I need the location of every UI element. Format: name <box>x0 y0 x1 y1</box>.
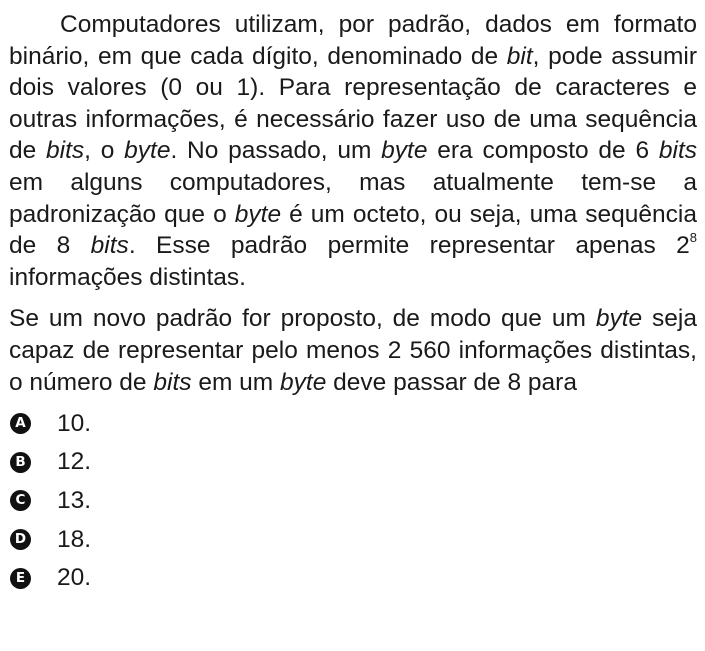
option-e[interactable] <box>9 559 697 598</box>
option-text: 20. <box>57 564 92 592</box>
option-letter-badge: C <box>10 490 31 511</box>
power-base: 2 <box>676 232 690 260</box>
answer-options <box>9 404 697 597</box>
italic-term: bit <box>506 42 533 70</box>
text-segment: , o <box>84 137 125 165</box>
option-letter-badge: D <box>10 529 31 550</box>
option-letter-badge: B <box>10 452 31 473</box>
option-letter-badge: A <box>10 413 31 434</box>
option-text: 12. <box>57 448 92 476</box>
text-segment: , pode assumir dois valores (0 ou 1). Para representação de caracteres e outras informações, é necessário fazer uso de uma sequência de <box>9 42 697 165</box>
context-paragraph <box>9 9 697 293</box>
text-segment: informações distintas. <box>9 263 246 291</box>
text-segment: . No passado, um <box>170 137 382 165</box>
text-segment: . Esse padrão permite representar apenas <box>128 232 677 260</box>
italic-term: bits <box>153 368 192 396</box>
italic-term: byte <box>381 137 428 165</box>
option-a[interactable] <box>9 404 697 443</box>
text-segment: Se um novo padrão for proposto, de modo que um <box>9 305 596 333</box>
option-text: 10. <box>57 409 92 437</box>
option-b[interactable] <box>9 443 697 482</box>
text-segment: seja capaz de representar pelo menos 2 560 informações distintas, o número de <box>9 305 697 396</box>
italic-term: byte <box>234 200 282 228</box>
text-segment: em alguns computadores, mas atualmente tem-se a padronização que o <box>9 168 697 228</box>
option-d[interactable] <box>9 520 697 559</box>
italic-term: byte <box>280 368 327 396</box>
text-segment: era composto de 6 <box>427 137 659 165</box>
option-letter-badge: E <box>10 568 31 589</box>
power-exponent: 8 <box>689 230 697 245</box>
option-text: 18. <box>57 525 92 553</box>
italic-term: bits <box>658 137 698 165</box>
text-segment: é um octeto, ou seja, uma sequência de 8 <box>9 200 698 260</box>
text-segment: Computadores utilizam, por padrão, dados em formato binário, em que cada dígito, denominado de <box>9 11 697 70</box>
question-paragraph <box>9 303 697 398</box>
italic-term: byte <box>124 137 171 165</box>
text-segment: em um <box>191 368 281 396</box>
option-text: 13. <box>57 487 92 515</box>
italic-term: bits <box>90 232 129 260</box>
italic-term: byte <box>595 305 643 333</box>
text-segment: deve passar de 8 para <box>326 368 577 396</box>
option-c[interactable] <box>9 482 697 521</box>
italic-term: bits <box>46 137 85 165</box>
